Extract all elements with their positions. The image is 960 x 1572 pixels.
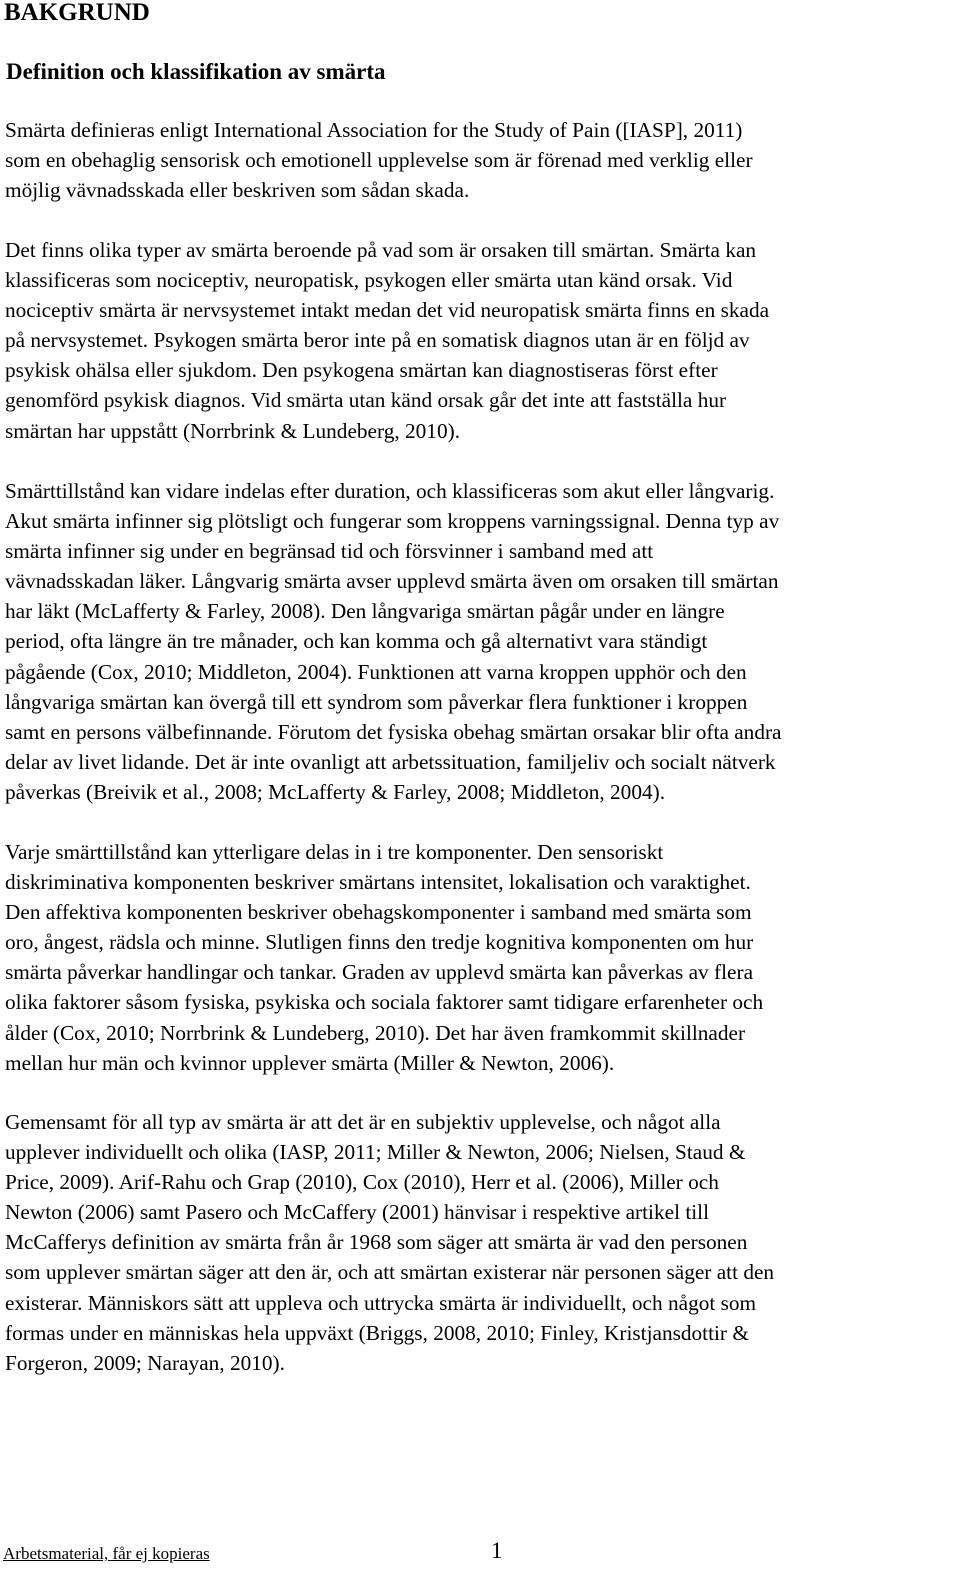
text-line: delar av livet lidande. Det är inte ovanligt att arbetssituation, familjeliv och socialt nätverk (5, 749, 776, 774)
text-line: Det finns olika typer av smärta beroende på vad som är orsaken till smärtan. Smärta kan (5, 238, 757, 262)
text-line: Smärttillstånd kan vidare indelas efter duration, och klassificeras som akut eller långvarig. (5, 479, 775, 503)
footer-notice: Arbetsmaterial, får ej kopieras (3, 1544, 210, 1563)
paragraph-subjective (5, 1107, 774, 1378)
text-line: vävnadsskadan läker. Långvarig smärta avser upplevd smärta även om orsaken till smärtan (5, 569, 779, 594)
text-line: period, ofta längre än tre månader, och kan komma och gå alternativt vara ständigt (5, 629, 708, 654)
section-heading: Definition och klassifikation av smärta (6, 59, 386, 84)
page-heading: BAKGRUND (4, 0, 150, 26)
text-line: diskriminativa komponenten beskriver smärtans intensitet, lokalisation och varaktighet. (5, 870, 751, 895)
text-line: smärta påverkar handlingar och tankar. Graden av upplevd smärta kan påverkas av flera (5, 960, 754, 985)
text-line: som upplever smärtan säger att den är, och att smärtan existerar när personen säger att den (5, 1260, 775, 1285)
paragraph-components (5, 837, 763, 1078)
text-line: oro, ångest, rädsla och minne. Slutligen finns den tredje kognitiva komponenten om hur (5, 930, 754, 955)
text-line: Varje smärttillstånd kan ytterligare delas in i tre komponenter. Den sensoriskt (5, 840, 664, 864)
text-line: Akut smärta infinner sig plötsligt och fungerar som kroppens varningssignal. Denna typ av (5, 509, 780, 534)
text-line: som en obehaglig sensorisk och emotionell upplevelse som är förenad med verklig eller (5, 148, 753, 173)
text-line: Den affektiva komponenten beskriver obehagskomponenter i samband med smärta som (5, 900, 752, 925)
text-line: Forgeron, 2009; Narayan, 2010). (5, 1350, 285, 1375)
text-line: smärta infinner sig under en begränsad tid och försvinner i samband med att (5, 539, 654, 564)
text-line: upplever individuellt och olika (IASP, 2011; Miller & Newton, 2006; Nielsen, Staud & (5, 1140, 746, 1165)
text-line: möjlig vävnadsskada eller beskriven som sådan skada. (5, 178, 470, 203)
text-line: påverkas (Breivik et al., 2008; McLafferty & Farley, 2008; Middleton, 2004). (5, 779, 666, 804)
text-line: pågående (Cox, 2010; Middleton, 2004). Funktionen att varna kroppen upphör och den (5, 659, 747, 684)
text-line: klassificeras som nociceptiv, neuropatisk, psykogen eller smärta utan känd orsak. Vid (5, 268, 733, 293)
text-line: existerar. Människors sätt att uppleva och uttrycka smärta är individuellt, och något som (5, 1290, 757, 1315)
text-line: olika faktorer såsom fysiska, psykiska och sociala faktorer samt tidigare erfarenheter och (5, 990, 764, 1015)
page-number: 1 (491, 1538, 503, 1563)
text-line: Newton (2006) samt Pasero och McCaffery (2001) hänvisar i respektive artikel till (5, 1200, 709, 1225)
text-line: Price, 2009). Arif-Rahu och Grap (2010), Cox (2010), Herr et al. (2006), Miller och (5, 1170, 719, 1195)
text-line: Smärta definieras enligt International Association for the Study of Pain ([IASP], 2011) (5, 118, 743, 142)
text-line: långvariga smärtan kan övergå till ett syndrom som påverkar flera funktioner i kroppen (5, 689, 748, 714)
paragraph-duration (5, 476, 782, 807)
text-line: psykisk ohälsa eller sjukdom. Den psykogena smärtan kan diagnostiseras först efter (5, 358, 718, 383)
text-line: har läkt (McLafferty & Farley, 2008). Den långvariga smärtan pågår under en längre (5, 599, 725, 624)
text-line: mellan hur män och kvinnor upplever smärta (Miller & Newton, 2006). (5, 1050, 615, 1075)
text-line: Gemensamt för all typ av smärta är att det är en subjektiv upplevelse, och något alla (5, 1110, 721, 1134)
text-line: formas under en människas hela uppväxt (Briggs, 2008, 2010; Finley, Kristjansdottir & (5, 1320, 749, 1345)
text-line: McCafferys definition av smärta från år 1968 som säger att smärta är vad den personen (5, 1230, 748, 1255)
text-line: smärtan har uppstått (Norrbrink & Lundeberg, 2010). (5, 418, 461, 443)
text-line: ålder (Cox, 2010; Norrbrink & Lundeberg, 2010). Det har även framkommit skillnader (5, 1020, 746, 1045)
text-line: samt en persons välbefinnande. Förutom det fysiska obehag smärtan orsakar blir ofta andra (5, 719, 782, 744)
text-line: nociceptiv smärta är nervsystemet intakt medan det vid neuropatisk smärta finns en skada (5, 298, 770, 323)
paragraph-types (5, 235, 769, 446)
text-line: på nervsystemet. Psykogen smärta beror inte på en somatisk diagnos utan är en följd av (5, 328, 750, 353)
text-line: genomförd psykisk diagnos. Vid smärta utan känd orsak går det inte att fastställa hur (5, 388, 727, 413)
paragraph-definition (5, 115, 753, 205)
